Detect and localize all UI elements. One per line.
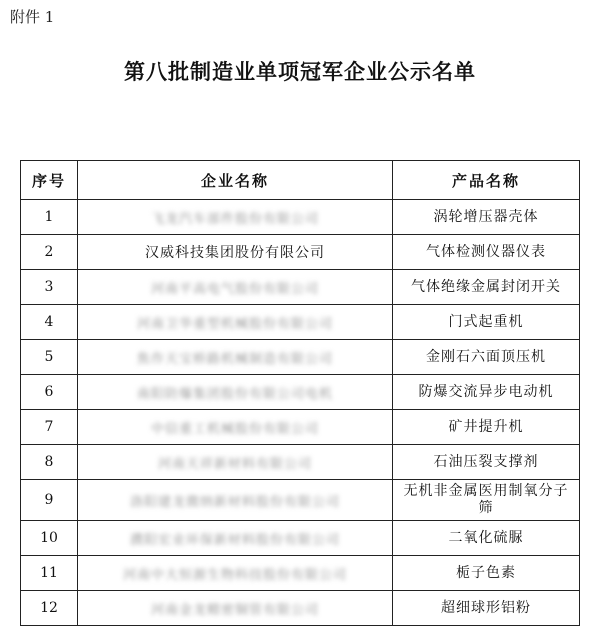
row-product: 超细球形铝粉 bbox=[393, 591, 580, 626]
table-body bbox=[21, 200, 580, 626]
row-company bbox=[78, 340, 393, 375]
row-company bbox=[78, 480, 393, 521]
table-row bbox=[21, 375, 580, 410]
row-company bbox=[78, 445, 393, 480]
company-name-obscured: 洛阳建龙微纳新材料股份有限公司 bbox=[129, 494, 340, 510]
company-name-obscured: 河南平高电气股份有限公司 bbox=[150, 281, 319, 297]
row-company bbox=[78, 235, 393, 270]
header-index: 序号 bbox=[21, 161, 78, 200]
header-product: 产品名称 bbox=[393, 161, 580, 200]
company-name-obscured: 濮阳宏业环保新材料股份有限公司 bbox=[129, 532, 340, 548]
row-company bbox=[78, 200, 393, 235]
table-row bbox=[21, 521, 580, 556]
table-row bbox=[21, 480, 580, 521]
company-name-obscured: 南阳防爆集团股份有限公司电机 bbox=[136, 386, 333, 402]
row-product: 门式起重机 bbox=[393, 305, 580, 340]
row-product: 二氧化硫脲 bbox=[393, 521, 580, 556]
row-company bbox=[78, 521, 393, 556]
row-index: 7 bbox=[21, 410, 78, 445]
document-title: 第八批制造业单项冠军企业公示名单 bbox=[124, 60, 476, 84]
row-company bbox=[78, 305, 393, 340]
row-product: 无机非金属医用制氧分子筛 bbox=[393, 480, 580, 521]
row-index: 12 bbox=[21, 591, 78, 626]
table-row bbox=[21, 270, 580, 305]
row-index: 5 bbox=[21, 340, 78, 375]
row-index: 1 bbox=[21, 200, 78, 235]
row-index: 9 bbox=[21, 480, 78, 521]
table-header-row bbox=[21, 161, 580, 200]
row-product: 金刚石六面顶压机 bbox=[393, 340, 580, 375]
company-name-obscured: 飞龙汽车部件股份有限公司 bbox=[150, 211, 319, 227]
row-product: 气体绝缘金属封闭开关 bbox=[393, 270, 580, 305]
company-name-obscured: 河南金龙精密铜管有限公司 bbox=[150, 602, 319, 618]
row-index: 8 bbox=[21, 445, 78, 480]
row-product: 矿井提升机 bbox=[393, 410, 580, 445]
row-product: 防爆交流异步电动机 bbox=[393, 375, 580, 410]
table-row bbox=[21, 591, 580, 626]
row-index: 3 bbox=[21, 270, 78, 305]
company-name-obscured: 中信重工机械股份有限公司 bbox=[150, 421, 319, 437]
row-index: 10 bbox=[21, 521, 78, 556]
company-list-table bbox=[20, 160, 580, 626]
table-row bbox=[21, 305, 580, 340]
row-company bbox=[78, 410, 393, 445]
table-row bbox=[21, 445, 580, 480]
row-index: 11 bbox=[21, 556, 78, 591]
company-name: 汉威科技集团股份有限公司 bbox=[145, 245, 325, 261]
row-product: 石油压裂支撑剂 bbox=[393, 445, 580, 480]
row-index: 4 bbox=[21, 305, 78, 340]
company-name-obscured: 河南天祥新材料有限公司 bbox=[157, 456, 312, 472]
row-index: 6 bbox=[21, 375, 78, 410]
company-name-obscured: 河南中大恒源生物科技股份有限公司 bbox=[122, 567, 347, 583]
row-product: 栀子色素 bbox=[393, 556, 580, 591]
attachment-label: 附件 1 bbox=[10, 8, 55, 26]
row-company bbox=[78, 375, 393, 410]
row-index: 2 bbox=[21, 235, 78, 270]
company-name-obscured: 河南卫华重型机械股份有限公司 bbox=[136, 316, 333, 332]
table-row bbox=[21, 340, 580, 375]
company-name-obscured: 焦作天宝桥路机械制造有限公司 bbox=[136, 351, 333, 367]
table-row bbox=[21, 200, 580, 235]
row-company bbox=[78, 591, 393, 626]
table-row bbox=[21, 410, 580, 445]
table-row bbox=[21, 235, 580, 270]
header-company: 企业名称 bbox=[78, 161, 393, 200]
table-row bbox=[21, 556, 580, 591]
row-product: 涡轮增压器壳体 bbox=[393, 200, 580, 235]
row-company bbox=[78, 556, 393, 591]
row-product: 气体检测仪器仪表 bbox=[393, 235, 580, 270]
row-company bbox=[78, 270, 393, 305]
